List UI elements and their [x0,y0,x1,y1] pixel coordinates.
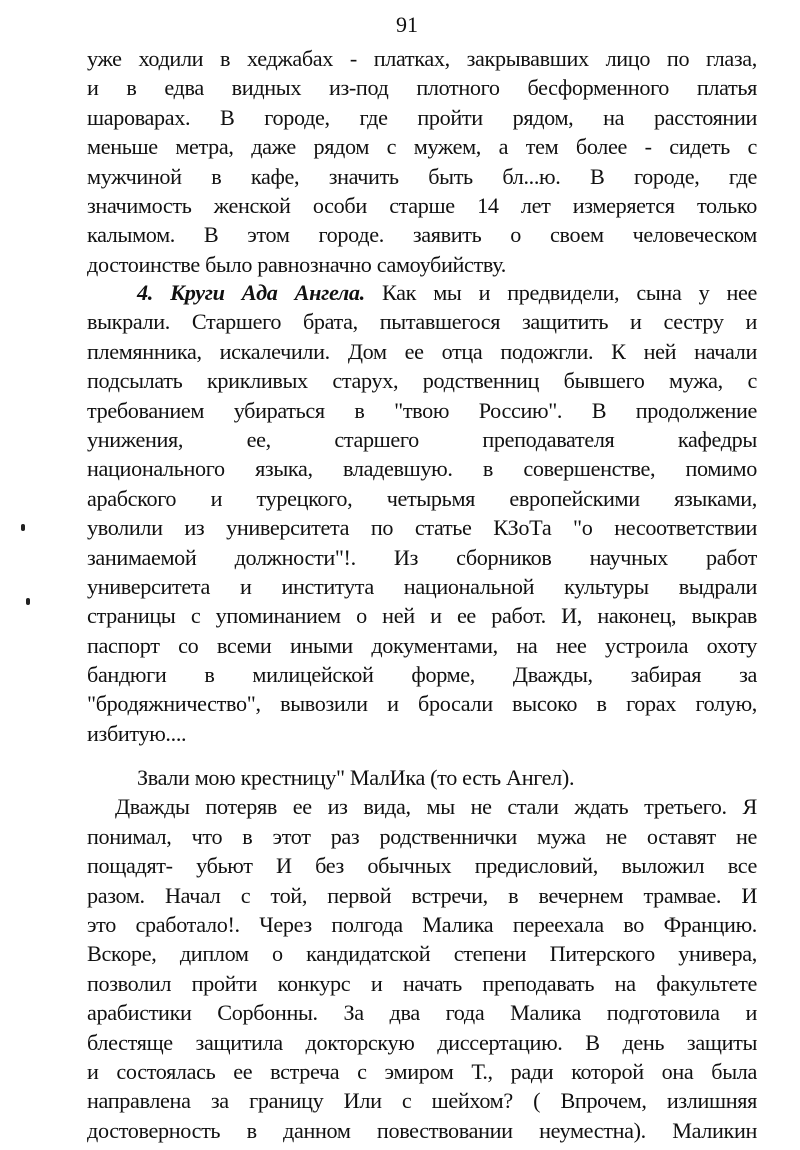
text-line: племянника, искалечили. Дом ее отца подожгли. К ней начали [87,338,757,364]
scan-speck [21,524,25,531]
text-line: арабского и турецкого, четырьмя европейскими языками, [87,485,757,511]
text-line: университета и института национальной культуры выдрали [87,573,757,599]
text-line: подсылать крикливых старух, родственниц бывшего мужа, с [87,368,757,394]
text-line: пощадят- убьют И без обычных предисловий, выложил все [87,853,757,879]
text-line: арабистики Сорбонны. За два года Малика подготовила и [87,1000,757,1026]
text-line: и в едва видных из-под плотного бесформенного платья [87,75,757,101]
text-line: национального языка, владевшую. в совершенстве, помимо [87,456,757,482]
text-line: избитую.... [87,720,187,746]
text-line [87,278,757,307]
text-line: паспорт со всеми иными документами, на нее устроила охоту [87,632,757,658]
text-line: бандюги в милицейской форме, Дважды, забирая за [87,662,757,688]
text-line: шароварах. В городе, где пройти рядом, на расстоянии [87,104,757,130]
scan-speck [26,598,30,605]
text-line: разом. Начал с той, первой встречи, в вечернем трамвае. И [87,882,757,908]
text-line: блестяще защитила докторскую диссертацию. В день защиты [87,1029,757,1055]
section-first-line-text: Как мы и предвидели, сына у нее [382,280,757,305]
text-line: уже ходили в хеджабах - платках, закрывавших лицо по глаза, [87,46,757,71]
text-line: мужчиной в кафе, значить быть бл...ю. В городе, где [87,163,757,189]
text-line: позволил пройти конкурс и начать преподавать на факультете [87,970,757,996]
text-line: требованием убираться в "твою Россию". В продолжение [87,397,757,423]
text-line: уволили из университета по статье КЗоТа "о несоответствии [87,515,757,541]
paragraph-1 [87,44,757,279]
paragraph-2 [87,278,757,748]
text-line: занимаемой должности"!. Из сборников научных работ [87,544,757,570]
text-line: это сработало!. Через полгода Малика переехала во Францию. [87,911,757,937]
text-line: понимал, что в этот раз родственнички мужа не оставят не [87,823,757,849]
section-heading: 4. Круги Ада Ангела. [137,280,365,305]
text-line: значимость женской особи старше 14 лет измеряется только [87,192,757,218]
text-line: меньше метра, даже рядом с мужем, а тем более - сидеть с [87,134,757,160]
text-line: направлена за границу Или с шейхом? ( Впрочем, излишняя [87,1088,757,1114]
text-line: Звали мою крестницу" МалИка (то есть Ангел). [137,765,575,790]
text-line: страницы с упоминанием о ней и ее работ. И, наконец, выкрав [87,603,757,629]
page-number: 91 [396,12,418,37]
text-line: калымом. В этом городе. заявить о своем человеческом [87,222,757,248]
text-line: Вскоре, диплом о кандидатской степени Питерского универа, [87,941,757,967]
text-line: выкрали. Старшего брата, пытавшегося защитить и сестру и [87,309,757,335]
text-line: и состоялась ее встреча с эмиром Т., ради которой она была [87,1058,757,1084]
text-line: "бродяжничество", вывозили и бросали высоко в горах голую, [87,691,757,717]
paragraph-3-4 [87,763,757,1145]
text-line: Дважды потеряв ее из вида, мы не стали ждать третьего. Я [115,794,757,820]
text-line: унижения, ее, старшего преподавателя кафедры [87,426,757,452]
text-line: достоинстве было равнозначно самоубийству. [87,251,506,277]
text-line: достоверность в данном повествовании неуместна). Маликин [87,1117,757,1143]
